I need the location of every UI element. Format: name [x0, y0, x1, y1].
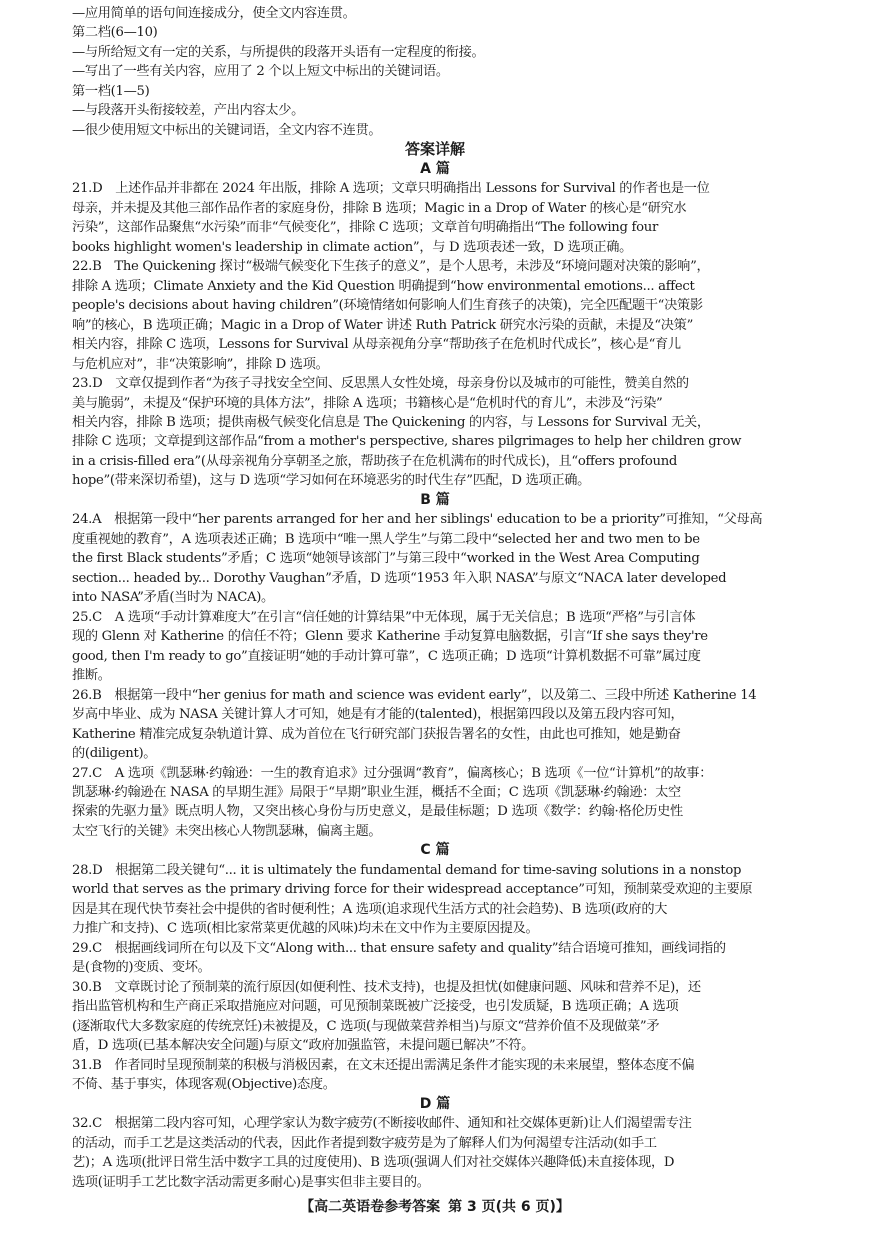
rubric-line: —很少使用短文中标出的关键词语，全文内容不连贯。: [72, 122, 382, 138]
answer-q27-line: 27.C A 选项《凯瑟琳·约翰逊：一生的教育追求》过分强调“教育”，偏离核心；B 选项《一位“计算机”的故事：: [72, 765, 713, 781]
answer-q32-line: 艺)；A 选项(批评日常生活中数字工具的过度使用)、B 选项(强调人们对社交媒体兴趣降低)未直接体现，D: [72, 1155, 675, 1171]
answer-q28-line: 28.D 根据第二段关键句“... it is ultimately the fundamental demand for time-saving solutions in a nonstop: [72, 862, 742, 878]
answer-q26-line: Katherine 精准完成复杂轨道计算、成为首位在飞行研究部门获报告署名的女性，由此也可推知，她是勤奋: [72, 726, 681, 742]
answer-q24-line: 度重视她的教育”，A 选项表述正确；B 选项中“唯一黑人学生”与第二段中“selected her and two men to be: [72, 531, 700, 547]
answer-q24-line: section... headed by... Dorothy Vaughan”矛盾，D 选项“1953 年入职 NASA”与原文“NACA later developed: [72, 570, 727, 586]
rubric-line: 第一档(1—5): [72, 83, 150, 99]
answer-q28-line: 因是其在现代快节奏社会中提供的省时便利性；A 选项(追求现代生活方式的社会趋势)、B 选项(政府的大: [72, 901, 668, 917]
answer-q28-line: 力推广和支持)、C 选项(相比家常菜更优越的风味)均未在文中作为主要原因提及。: [72, 921, 539, 937]
answer-q31-line: 31.B 作者同时呈现预制菜的积极与消极因素，在文末还提出需满足条件才能实现的未来展望，整体态度不偏: [72, 1057, 695, 1073]
answer-q32-line: 32.C 根据第二段内容可知，心理学家认为数字疲劳(不断接收邮件、通知和社交媒体更新)让人们渴望需专注: [72, 1116, 692, 1132]
answer-q23-line: 美与脆弱”，未提及“保护环境的具体方法”，排除 A 选项；书籍核心是“危机时代的育儿”，未涉及“污染”: [72, 395, 663, 411]
rubric-line: 第二档(6—10): [72, 25, 158, 41]
answer-q25-line: good, then I'm ready to go”直接证明“她的手动计算可靠”，C 选项正确；D 选项“计算机数据不可靠”属过度: [72, 648, 701, 664]
answer-q32-line: 选项(证明手工艺比数字活动需更多耐心)是事实但非主要目的。: [72, 1174, 430, 1190]
answer-q25-line: 现的 Glenn 对 Katherine 的信任不符；Glenn 要求 Katherine 手动复算电脑数据，引言“If she says they're: [72, 629, 708, 645]
answer-q22-line: 响”的核心，B 选项正确；Magic in a Drop of Water 讲述 Ruth Patrick 研究水污染的贡献，未提及“决策”: [72, 317, 694, 333]
answer-q24-line: the first Black students”矛盾；C 选项“她领导该部门”与第三段中“worked in the West Area Computing: [72, 551, 700, 567]
answer-q23-line: 23.D 文章仅提到作者“为孩子寻找安全空间、反思黑人女性处境，母亲身份以及城市的可能性，赞美自然的: [72, 376, 689, 392]
answer-q22-line: 与危机应对”，非“决策影响”，排除 D 选项。: [72, 356, 329, 372]
answer-q25-line: 25.C A 选项“手动计算难度大”在引言“信任她的计算结果”中无体现，属于无关信息；B 选项“严格”与引言体: [72, 609, 696, 625]
rubric-line: —应用简单的语句间连接成分，使全文内容连贯。: [72, 6, 356, 21]
answer-q30-line: 指出监管机构和生产商正采取措施应对问题，可见预制菜既被广泛接受，也引发质疑，B 选项正确；A 选项: [72, 999, 679, 1015]
answer-q29-line: 是(食物的)变质、变坏。: [72, 960, 211, 976]
section-heading-c: C 篇: [420, 842, 450, 859]
answer-q21-line: 21.D 上述作品并非都在 2024 年出版，排除 A 选项；文章只明确指出 Lessons for Survival 的作者也是一位: [72, 181, 710, 197]
answer-q27-line: 凯瑟琳·约翰逊在 NASA 的早期生涯》局限于“早期”职业生涯，概括不全面；C 选项《凯瑟琳·约翰逊：太空: [72, 785, 681, 801]
answer-q24-line: 24.A 根据第一段中“her parents arranged for her and her siblings' education to be a priority”可推知，“父母高: [72, 512, 763, 528]
answer-q29-line: 29.C 根据画线词所在句以及下文“Along with... that ensure safety and quality”结合语境可推知，画线词指的: [72, 940, 726, 956]
answer-q30-line: 30.B 文章既讨论了预制菜的流行原因(如便利性、技术支持)，也提及担忧(如健康问题、风味和营养不足)，还: [72, 979, 701, 995]
answer-q22-line: people's decisions about having children”(环境情绪如何影响人们生育孩子的决策)，完全匹配题干“决策影: [72, 298, 703, 314]
answer-q23-line: hope”(带来深切希望)，这与 D 选项“学习如何在环境恶劣的时代生存”匹配，D 选项正确。: [72, 473, 591, 489]
answer-q32-line: 的活动，而手工艺是这类活动的代表，因此作者提到数字疲劳是为了解释人们为何渴望专注活动(如手工: [72, 1135, 657, 1151]
answer-q31-line: 不倚、基于事实，体现客观(Objective)态度。: [72, 1077, 336, 1093]
section-heading-b: B 篇: [420, 491, 450, 508]
answer-explanation-heading: 答案详解: [404, 140, 465, 159]
rubric-line: —写出了一些有关内容，应用了 2 个以上短文中标出的关键词语。: [72, 64, 449, 80]
page-footer: [0, 1196, 870, 1218]
answer-q28-line: world that serves as the primary driving force for their widespread acceptance”可知，预制菜受欢迎的主要原: [72, 882, 753, 898]
rubric-line: —与段落开头衔接较差，产出内容太少。: [72, 103, 304, 119]
section-heading-d: D 篇: [419, 1095, 451, 1112]
answer-q30-line: (逐渐取代大多数家庭的传统烹饪)未被提及，C 选项(与现做菜营养相当)与原文“营养价值不及现做菜”矛: [72, 1018, 660, 1034]
answer-q22-line: 22.B The Quickening 探讨“极端气候变化下生孩子的意义”，是个人思考，未涉及“环境问题对决策的影响”，: [72, 259, 710, 275]
answer-q22-line: 相关内容，排除 C 选项，Lessons for Survival 从母亲视角分享“帮助孩子在危机时代成长”，核心是“育儿: [72, 337, 681, 353]
answer-q22-line: 排除 A 选项；Climate Anxiety and the Kid Question 明确提到“how environmental emotions... affect: [72, 278, 695, 294]
section-heading-a: A 篇: [420, 160, 450, 177]
answer-q21-line: 母亲，并未提及其他三部作品作者的家庭身份，排除 B 选项；Magic in a Drop of Water 的核心是“研究水: [72, 200, 687, 216]
answer-q21-line: 污染”，这部作品聚焦“水污染”而非“气候变化”，排除 C 选项；文章首句明确指出“The following four: [72, 220, 658, 236]
answer-q23-line: 相关内容，排除 B 选项；提供南极气候变化信息是 The Quickening 的内容，与 Lessons for Survival 无关，: [72, 414, 710, 430]
answer-q23-line: in a crisis-filled era”(从母亲视角分享朝圣之旅，帮助孩子在危机满布的时代成长)，且“offers profound: [72, 453, 678, 469]
footer-title: 【高二英语卷参考答案: [300, 1199, 441, 1215]
answer-q30-line: 盾，D 选项(已基本解决安全问题)与原文“政府加强监管，未提问题已解决”不符。: [72, 1038, 535, 1054]
answer-q24-line: into NASA”矛盾(当时为 NACA)。: [72, 590, 274, 606]
answer-q27-line: 太空飞行的关键》未突出核心人物凯瑟琳，偏离主题。: [72, 823, 382, 839]
answer-q27-line: 探索的先驱力量》既点明人物，又突出核心身份与历史意义，是最佳标题；D 选项《数学：约翰·格伦历史性: [72, 804, 683, 820]
rubric-line: —与所给短文有一定的关系，与所提供的段落开头语有一定程度的衔接。: [72, 44, 485, 60]
answer-q26-line: 的(diligent)。: [72, 746, 157, 762]
answer-q25-line: 推断。: [72, 668, 111, 684]
answer-q21-line: books highlight women's leadership in climate action”，与 D 选项表述一致，D 选项正确。: [72, 239, 633, 255]
footer-page-number: 第 3 页(共 6 页)】: [448, 1199, 570, 1215]
answer-q26-line: 26.B 根据第一段中“her genius for math and science was evident early”，以及第二、三段中所述 Katherine 14: [72, 687, 757, 703]
answer-q26-line: 岁高中毕业、成为 NASA 关键计算人才可知，她是有才能的(talented)，根据第四段以及第五段内容可知，: [72, 707, 684, 723]
answer-q23-line: 排除 C 选项；文章提到这部作品“from a mother's perspective, shares pilgrimages to help her children grow: [72, 434, 742, 450]
